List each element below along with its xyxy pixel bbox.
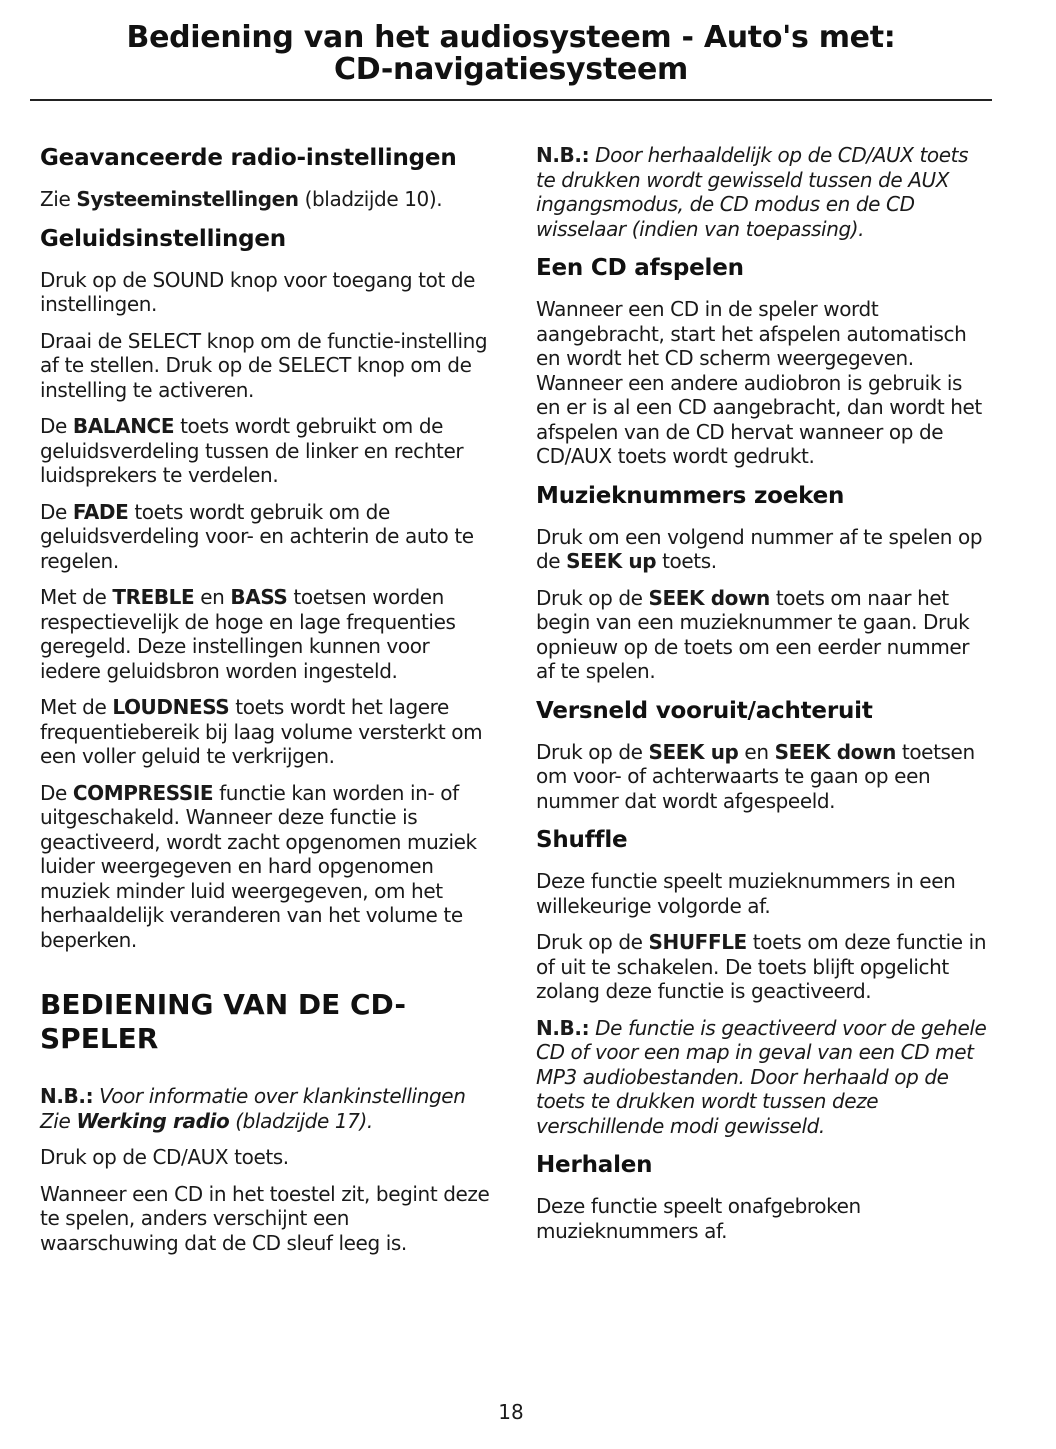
note-sound-settings	[40, 1084, 492, 1133]
paragraph-shuffle-desc: Deze functie speelt muzieknummers in een willekeurige volgorde af.	[536, 869, 956, 918]
heading-sound-settings: Geluidsinstellingen	[40, 225, 286, 252]
key-loudness: LOUDNESS	[112, 695, 230, 719]
text: Druk om een volgend nummer af te spelen op de	[536, 524, 983, 573]
text: functie kan worden in- of uitgeschakeld. Wanneer deze functie is geactiveerd, wordt zacht opgenomen muziek luider weergegeven en hard opgenomen muziek minder luid weergegeven, om het herhaaldelijk veranderen van het volume te beperken.	[40, 780, 477, 952]
text: toets om naar het begin van een muzieknummer te gaan. Druk opnieuw op de toets om een eerder nummer af te spelen.	[536, 585, 970, 683]
key-treble: TREBLE	[112, 585, 195, 609]
left-column	[40, 143, 492, 1267]
note-label: N.B.:	[40, 1084, 94, 1108]
paragraph-cd-inserted: Wanneer een CD in het toestel zit, begint deze te spelen, anders verschijnt een waarschuwing dat de CD sleuf leeg is.	[40, 1181, 490, 1255]
section-heading-line-2: SPELER	[40, 1022, 159, 1055]
paragraph-balance	[40, 414, 492, 488]
note-text: Door herhaaldelijk op de CD/AUX toets te drukken wordt gewisseld tussen de AUX ingangsmodus, de CD modus en de CD wisselaar (indien van toepassing).	[536, 143, 969, 241]
text: toets om deze functie in of uit te schakelen. De toets blijft opgelicht zolang deze functie is geactiveerd.	[536, 930, 987, 1003]
text: De	[40, 414, 73, 438]
text: Zie	[40, 187, 77, 211]
key-seek-down: SEEK down	[774, 739, 896, 764]
key-seek-up: SEEK up	[566, 549, 657, 573]
text: toetsen om voor- of achterwaarts te gaan op een nummer dat wordt afgespeeld.	[536, 739, 975, 813]
paragraph-fast-forward	[536, 740, 988, 814]
note-text: Voor informatie over klankinstellingen Zie	[40, 1084, 466, 1133]
page-title	[30, 22, 992, 86]
paragraph-loudness	[40, 695, 492, 769]
heading-shuffle: Shuffle	[536, 827, 628, 853]
paragraph-play-cd: Wanneer een CD in de speler wordt aangebracht, start het afspelen automatisch en wordt het CD scherm weergegeven. Wanneer een andere audiobron is gebruik is en er is al een CD aangebracht, dan wordt het afspelen van de CD hervat wanneer op de CD/AUX toets wordt gedrukt.	[536, 297, 982, 468]
heading-play-cd: Een CD afspelen	[536, 255, 744, 281]
text: Druk op de	[536, 585, 649, 610]
text: Druk op de	[536, 739, 649, 764]
paragraph-advanced-ref	[40, 187, 492, 212]
key-balance: BALANCE	[72, 414, 175, 438]
text: De	[40, 780, 73, 805]
note-shuffle-modes	[536, 1016, 988, 1139]
heading-search-tracks: Muzieknummers zoeken	[536, 482, 845, 509]
note-label: N.B.:	[536, 143, 590, 167]
key-bass: BASS	[230, 585, 288, 609]
text: De	[40, 499, 73, 524]
paragraph-select: Draai de SELECT knop om de functie-instelling af te stellen. Druk op de SELECT knop om de instelling te activeren.	[40, 328, 488, 402]
section-heading-line-1: BEDIENING VAN DE CD-	[40, 988, 406, 1021]
note-text: De functie is geactiveerd voor de gehele CD of voor een map in geval van een CD met MP3 audiobestanden. Door herhaald op de toets te drukken wordt tussen deze verschillende modi gewisseld.	[536, 1015, 987, 1138]
key-fade: FADE	[72, 499, 129, 524]
text: toets wordt gebruikt om de geluidsverdeling tussen de linker en rechter luidsprekers te verdelen.	[40, 414, 464, 487]
paragraph-compression	[40, 781, 492, 953]
text: Met de	[40, 695, 113, 719]
text: toets.	[656, 549, 717, 573]
note-label: N.B.:	[536, 1015, 590, 1040]
paragraph-cd-aux: Druk op de CD/AUX toets.	[40, 1145, 289, 1169]
paragraph-sound: Druk op de SOUND knop voor toegang tot de instellingen.	[40, 267, 476, 316]
paragraph-treble-bass	[40, 585, 492, 683]
right-column	[536, 143, 988, 1255]
link-system-settings[interactable]: Systeeminstellingen	[76, 187, 299, 211]
text: toets wordt het lagere frequentiebereik bij laag volume versterkt om een voller geluid te verkrijgen.	[40, 695, 483, 768]
key-seek-down: SEEK down	[648, 585, 770, 610]
page-ref: (bladzijde 10).	[298, 187, 443, 211]
page-title-line-2: CD-navigatiesysteem	[334, 52, 688, 87]
title-divider	[30, 99, 992, 101]
paragraph-seek-up	[536, 525, 988, 574]
text: Druk op de	[536, 930, 649, 954]
heading-repeat: Herhalen	[536, 1152, 653, 1178]
text: en	[738, 739, 775, 764]
paragraph-repeat: Deze functie speelt onafgebroken muzieknummers af.	[536, 1194, 861, 1243]
heading-fast-forward-rewind: Versneld vooruit/achteruit	[536, 697, 873, 724]
page-title-line-1: Bediening van het audiosysteem - Auto's met:	[126, 20, 896, 55]
key-seek-up: SEEK up	[648, 739, 739, 764]
section-heading-cd-player	[40, 988, 492, 1056]
page-ref: (bladzijde 17).	[229, 1108, 373, 1133]
text: en	[194, 585, 231, 609]
text: Met de	[40, 585, 113, 609]
text: toets wordt gebruik om de geluidsverdeling voor- en achterin de auto te regelen.	[40, 499, 474, 573]
paragraph-shuffle-key	[536, 930, 988, 1004]
page-number: 18	[498, 1400, 524, 1424]
note-cd-aux-toggle	[536, 143, 988, 241]
key-shuffle: SHUFFLE	[648, 930, 747, 954]
key-compression: COMPRESSIE	[72, 780, 214, 805]
paragraph-fade	[40, 500, 492, 574]
heading-advanced-radio-settings: Geavanceerde radio-instellingen	[40, 145, 457, 171]
text: toetsen worden respectievelijk de hoge en lage frequenties geregeld. Deze instellingen kunnen voor iedere geluidsbron worden ingesteld.	[40, 585, 456, 683]
paragraph-seek-down	[536, 586, 988, 684]
link-radio-operation[interactable]: Werking radio	[76, 1108, 230, 1133]
